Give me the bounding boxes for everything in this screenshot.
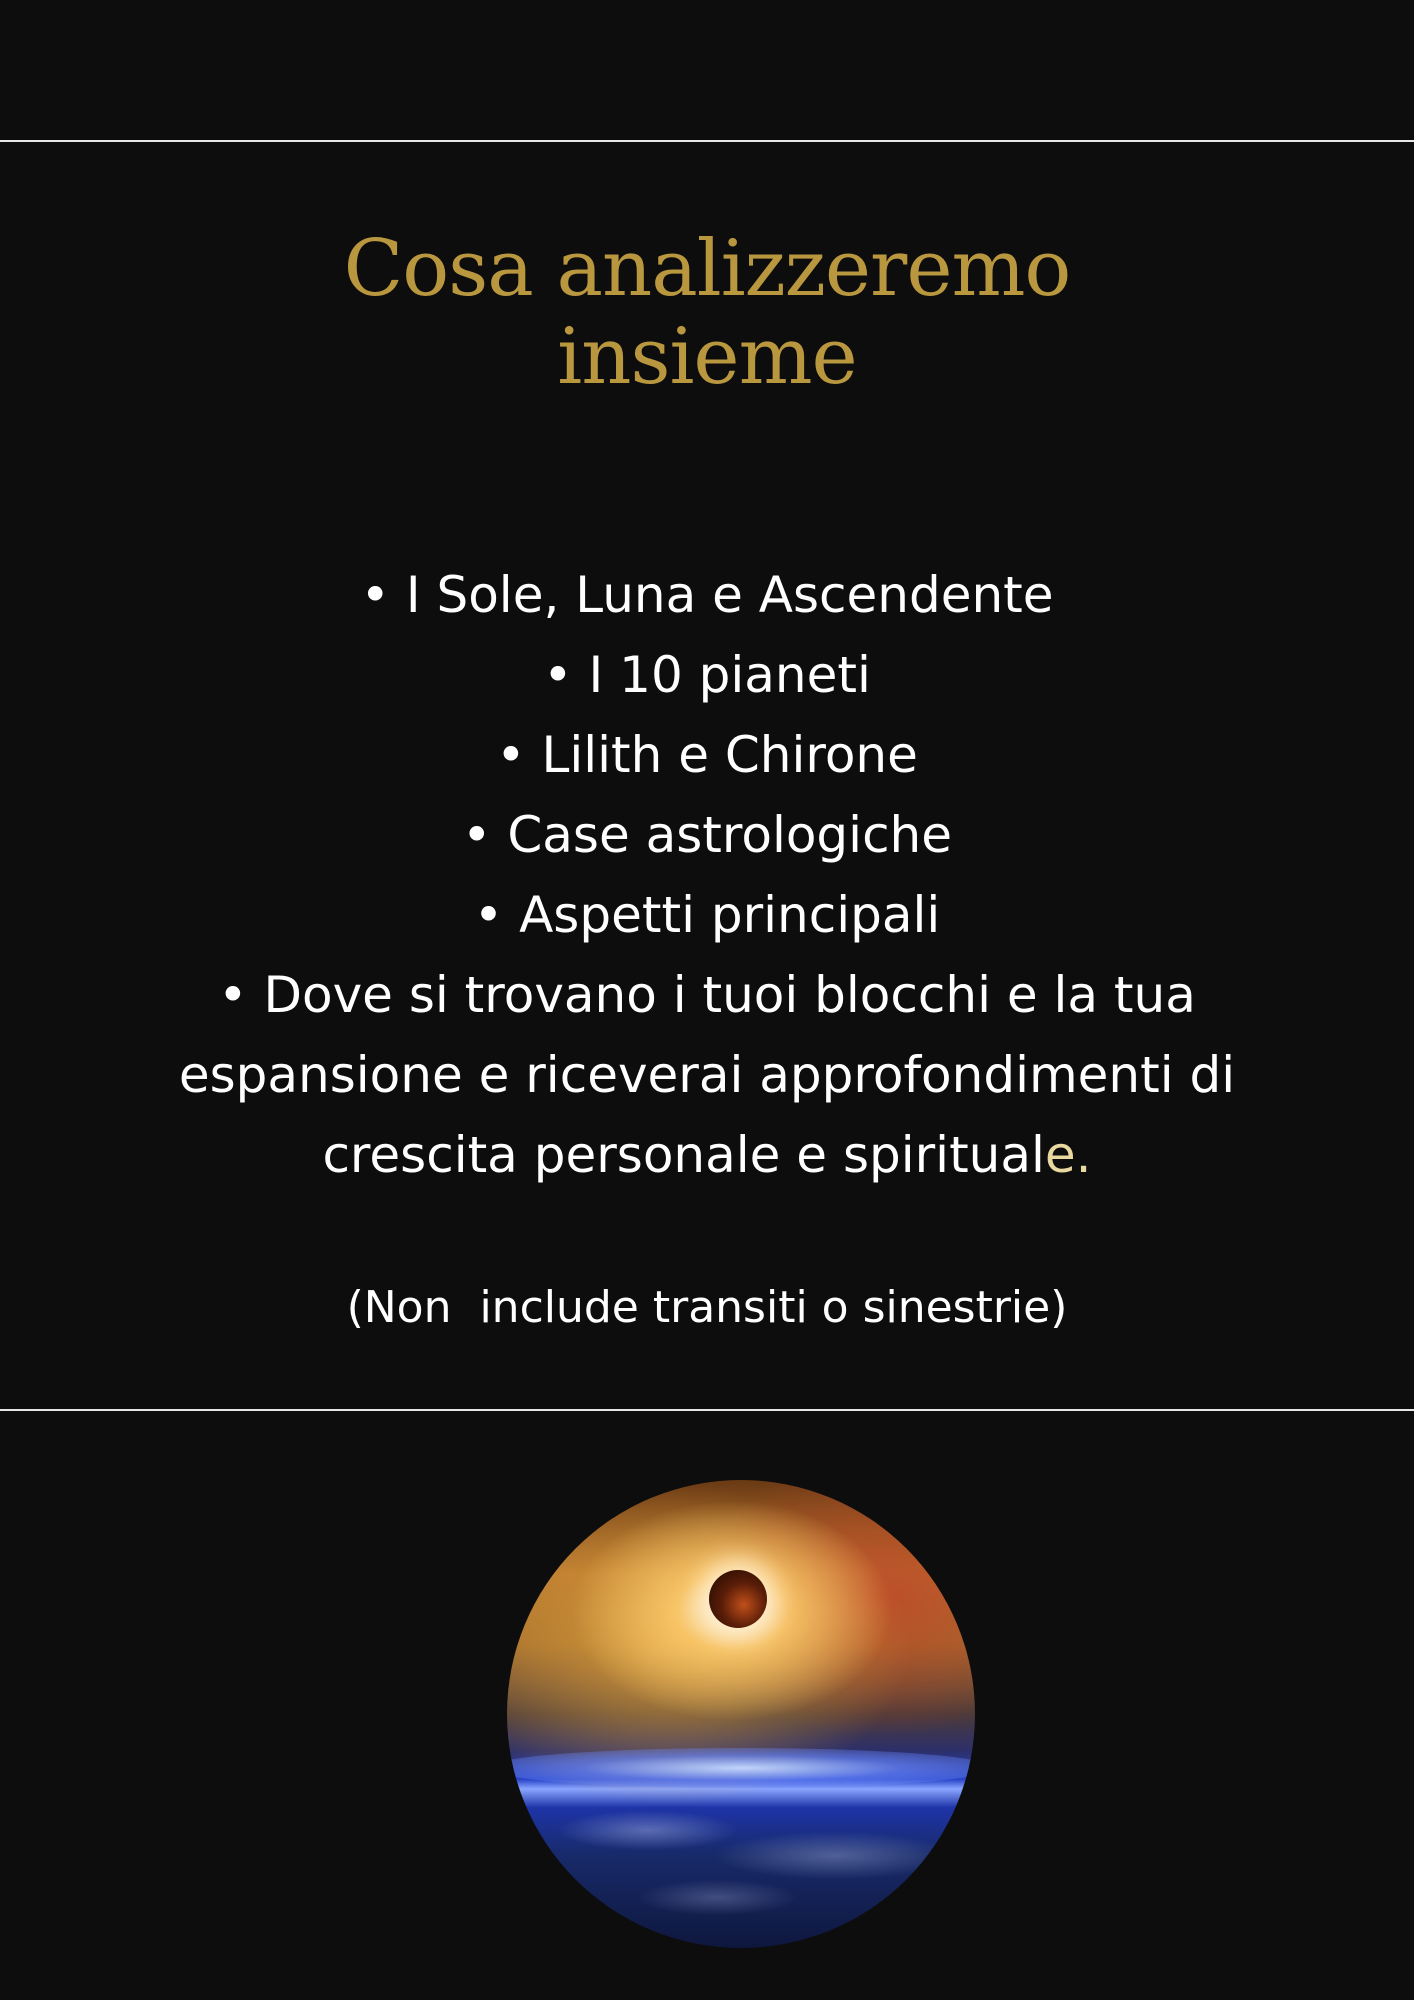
list-item-blocks bbox=[0, 955, 1414, 1195]
page-title-line-2: insieme bbox=[557, 312, 857, 402]
top-divider bbox=[0, 140, 1414, 142]
bottom-divider bbox=[0, 1409, 1414, 1411]
list-item: • Lilith e Chirone bbox=[496, 726, 918, 784]
page-title-line-1: Cosa analizzeremo bbox=[343, 224, 1071, 314]
list-item: • Case astrologiche bbox=[461, 806, 953, 864]
list-item: • Aspetti principali bbox=[473, 886, 941, 944]
list-item-blocks-text bbox=[157, 955, 1257, 1195]
list-item: • I Sole, Luna e Ascendente bbox=[360, 566, 1054, 624]
list-item: • I 10 pianeti bbox=[543, 646, 871, 704]
page-title bbox=[0, 225, 1414, 401]
exclusion-note: (Non include transiti o sinestrie) bbox=[346, 1282, 1068, 1333]
eclipse-planet bbox=[709, 1570, 767, 1628]
eclipse-earth-image bbox=[507, 1480, 975, 1948]
analysis-list bbox=[0, 555, 1414, 1195]
earth-clouds bbox=[507, 1780, 975, 1948]
list-item-blocks-ending: e. bbox=[1044, 1126, 1092, 1184]
list-item-blocks-body: • Dove si trovano i tuoi blocchi e la tua espansione e riceverai approfondimenti di crescita personale e spiritual bbox=[178, 966, 1236, 1184]
